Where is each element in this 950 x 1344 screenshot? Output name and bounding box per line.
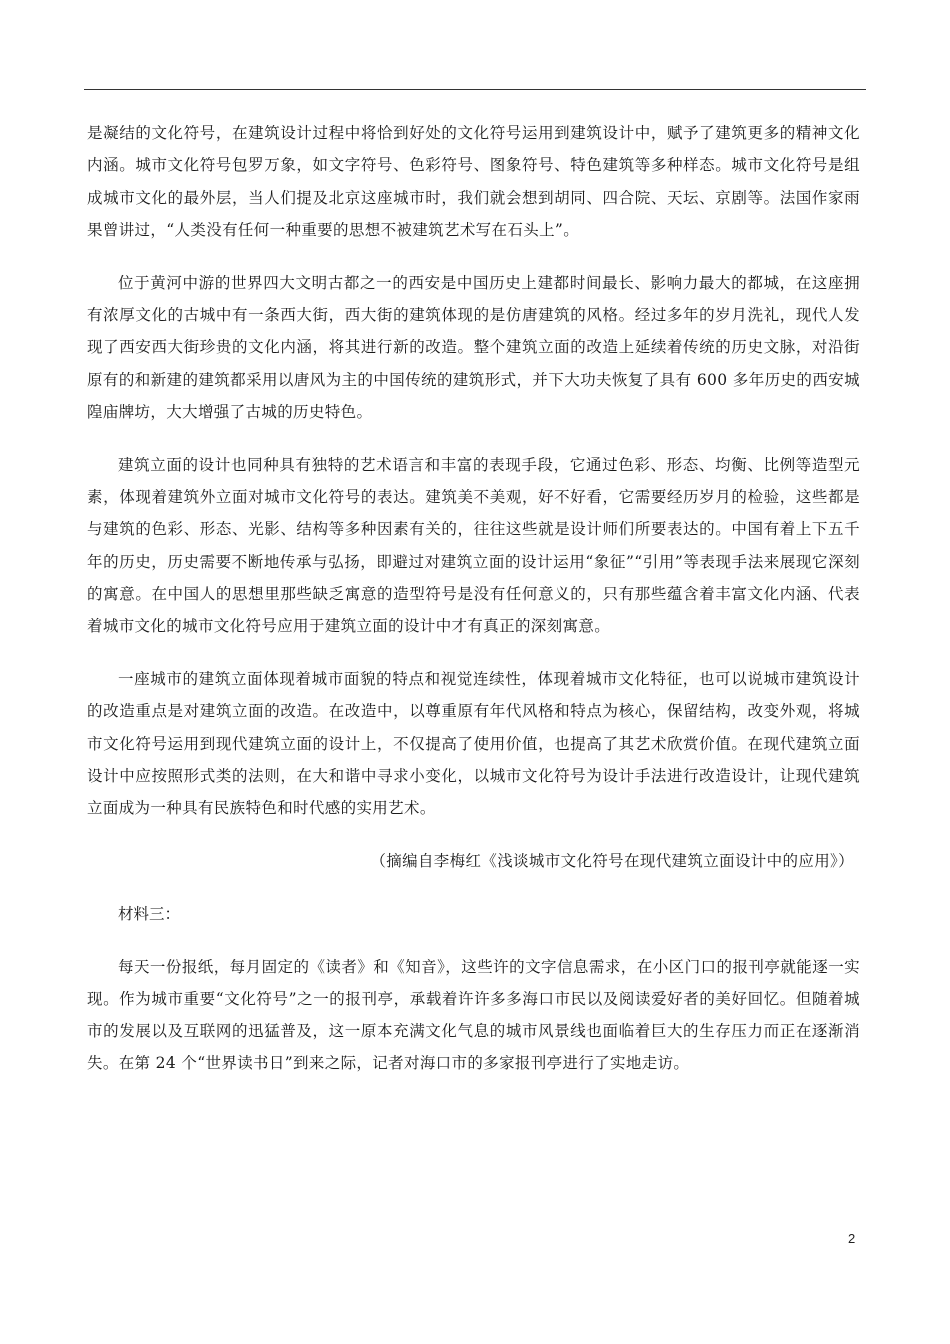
source-citation: （摘编自李梅红《浅谈城市文化符号在现代建筑立面设计中的应用》） bbox=[370, 851, 854, 870]
page-number: 2 bbox=[848, 1231, 856, 1246]
paragraph-facade-design: 建筑立面的设计也同种具有独特的艺术语言和丰富的表现手段，它通过色彩、形态、均衡、比例等造型元素，体现着建筑外立面对城市文化符号的表达。建筑美不美观，好不好看，它需要经历岁月的检验，这些都是与建筑的色彩、形态、光影、结构等多种因素有关的，往往这些就是设计师们所要表达的。中国有着上下五千年的历史，历史需要不断地传承与弘扬，即避过对建筑立面的设计运用“象征”“引用”等表现手法来展现它深刻的寓意。在中国人的思想里那些缺乏寓意的造型符号是没有任何意义的，只有那些蕴含着丰富文化内涵、代表着城市文化的城市文化符号应用于建筑立面的设计中才有真正的深刻寓意。 bbox=[87, 455, 860, 636]
paragraph-newsstand: 每天一份报纸，每月固定的《读者》和《知音》，这些许的文字信息需求，在小区门口的报刊亭就能逐一实现。作为城市重要“文化符号”之一的报刊亭，承载着许许多多海口市民以及阅读爱好者的美好回忆。但随着城市的发展以及互联网的迅猛普及，这一原本充满文化气息的城市风景线也面临着巨大的生存压力而正在逐渐消失。在第 24 个“世界读书日”到来之际，记者对海口市的多家报刊亭进行了实地走访。 bbox=[87, 957, 860, 1073]
paragraph-xian-street: 位于黄河中游的世界四大文明古都之一的西安是中国历史上建都时间最长、影响力最大的都城，在这座拥有浓厚文化的古城中有一条西大街，西大街的建筑体现的是仿唐建筑的风格。经过多年的岁月洗礼，现代人发现了西安西大街珍贵的文化内涵，将其进行新的改造。整个建筑立面的改造上延续着传统的历史文脉，对沿街原有的和新建的建筑都采用以唐风为主的中国传统的建筑形式，并下大功夫恢复了具有 600 多年历史的西安城隍庙牌坊，大大增强了古城的历史特色。 bbox=[87, 273, 860, 421]
header-rule bbox=[84, 89, 866, 90]
paragraph-continued: 是凝结的文化符号，在建筑设计过程中将恰到好处的文化符号运用到建筑设计中，赋予了建筑更多的精神文化内涵。城市文化符号包罗万象，如文字符号、色彩符号、图象符号、特色建筑等多种样态。城市文化符号是组成城市文化的最外层，当人们提及北京这座城市时，我们就会想到胡同、四合院、天坛、京剧等。法国作家雨果曾讲过，“人类没有任何一种重要的思想不被建筑艺术写在石头上”。 bbox=[87, 124, 860, 239]
document-body bbox=[87, 117, 860, 1080]
material-label: 材料三： bbox=[118, 904, 181, 923]
paragraph-city-facade: 一座城市的建筑立面体现着城市面貌的特点和视觉连续性，体现着城市文化特征，也可以说城市建筑设计的改造重点是对建筑立面的改造。在改造中，以尊重原有年代风格和特点为核心，保留结构，改变外观，将城市文化符号运用到现代建筑立面的设计上，不仅提高了使用价值，也提高了其艺术欣赏价值。在现代建筑立面设计中应按照形式类的法则，在大和谐中寻求小变化，以城市文化符号为设计手法进行改造设计，让现代建筑立面成为一种具有民族特色和时代感的实用艺术。 bbox=[87, 669, 860, 818]
